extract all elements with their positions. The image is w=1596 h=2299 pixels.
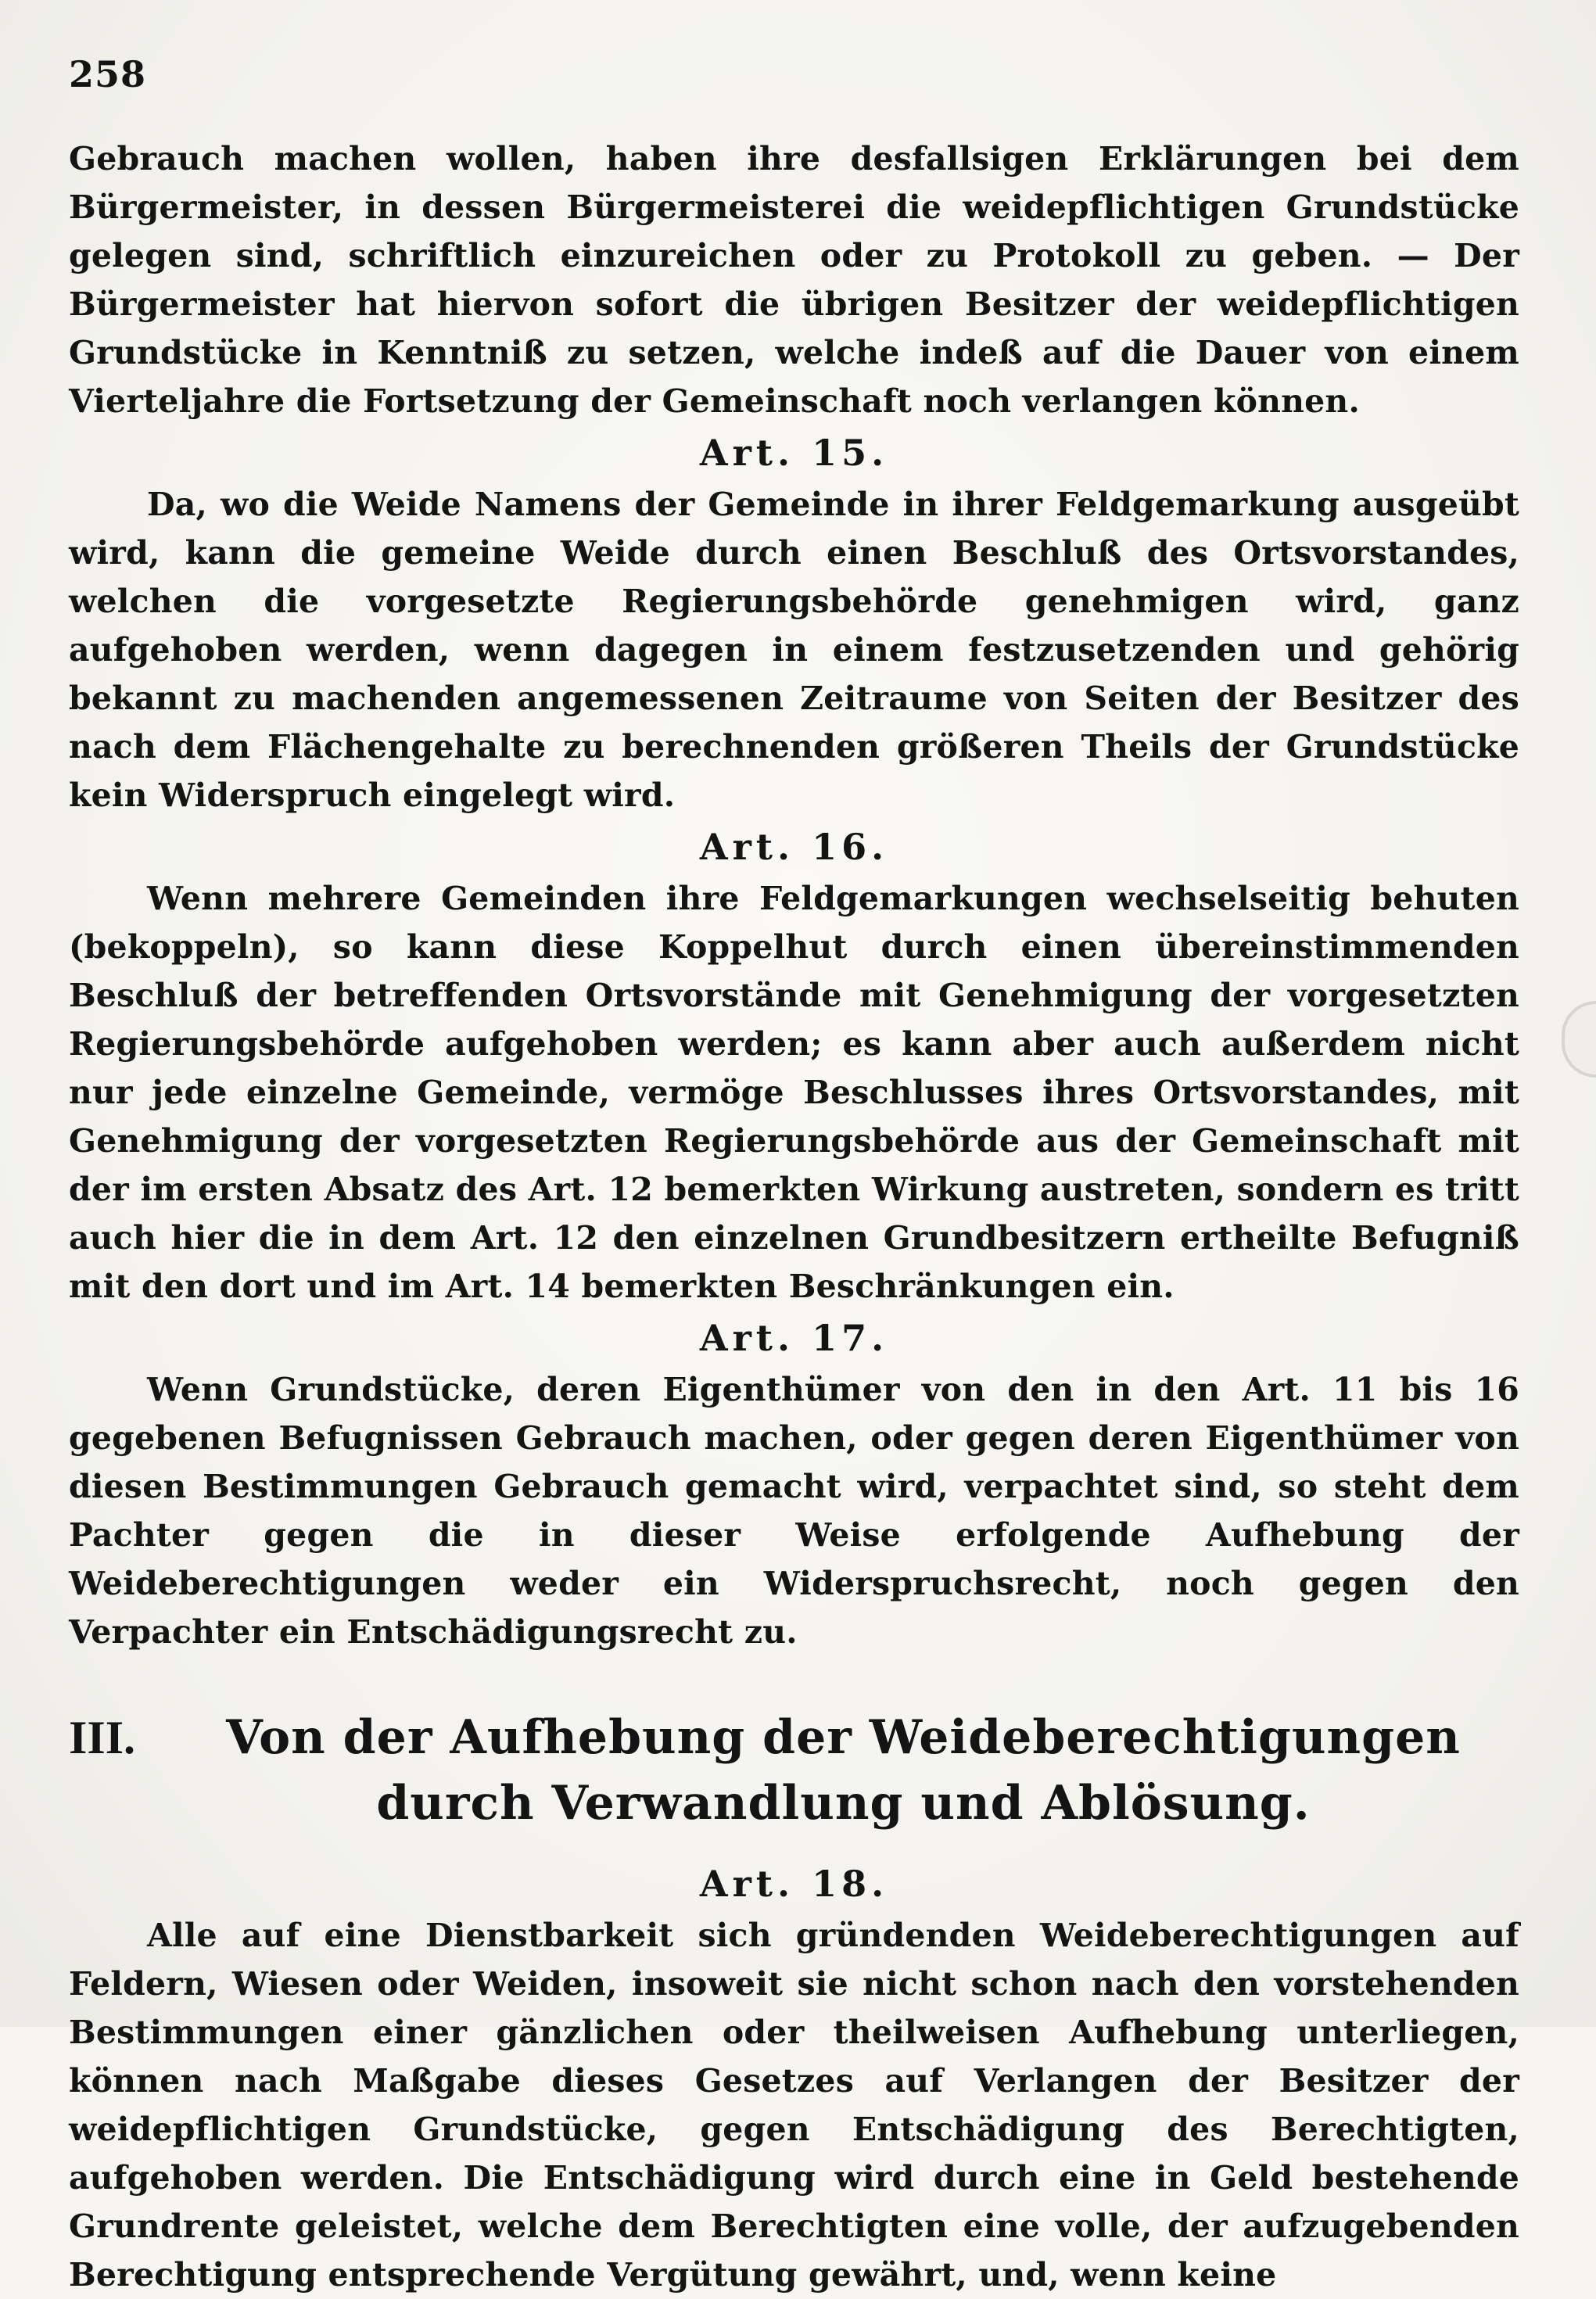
page-number: 258 xyxy=(69,53,147,95)
article-18-text: Alle auf eine Dienstbarkeit sich gründenden Weideberechtigungen auf Feldern, Wiesen oder Weiden, insoweit sie nicht schon nach den vorstehenden Bestimmungen einer gänzlichen oder theilweisen Aufhebung unterliegen, können nach Maßgabe dieses Gesetzes auf Verlangen der Besitzer der weidepflichtigen Grundstücke, gegen Entschädigung des Berechtigten, aufgehoben werden. Die Entschädigung wird durch eine in Geld bestehende Grundrente geleistet, welche dem Berechtigten eine volle, der aufzugebenden Berechtigung entsprechende Vergütung gewährt, und, wenn keine xyxy=(69,1917,1519,2294)
section-title: Von der Aufhebung der Weideberechtigungen durch Verwandlung und Ablösung. xyxy=(226,1710,1461,1831)
article-15-text: Da, wo die Weide Namens der Gemeinde in ihrer Feldgemarkung ausgeübt wird, kann die gemeine Weide durch einen Beschluß des Ortsvorstandes, welchen die vorgesetzte Regierungsbehörde genehmigen wird, ganz aufgehoben werden, wenn dagegen in einem festzusetzenden und gehörig bekannt zu machenden angemessenen Zeitraume von Seiten der Besitzer des nach dem Flächengehalte zu berechnenden größeren Theils der Grundstücke kein Widerspruch eingelegt wird. xyxy=(69,486,1519,814)
paragraph-continuation: Gebrauch machen wollen, haben ihre desfallsigen Erklärungen bei dem Bürgermeister, in dessen Bürgermeisterei die weidepflichtigen Grundstücke gelegen sind, schriftlich einzureichen oder zu Protokoll zu geben. — Der Bürgermeister hat hiervon sofort die übrigen Besitzer der weidepflichtigen Grundstücke in Kenntniß zu setzen, welche indeß auf die Dauer von einem Vierteljahre die Fortsetzung der Gemeinschaft noch verlangen können. xyxy=(69,140,1519,420)
article-16-heading: Art. 16. xyxy=(699,826,889,868)
page-body xyxy=(69,134,1519,2299)
page-edge-mark xyxy=(1562,1001,1596,1078)
article-17-text: Wenn Grundstücke, deren Eigenthümer von den in den Art. 11 bis 16 gegebenen Befugnissen Gebrauch machen, oder gegen deren Eigenthümer von diesen Bestimmungen Gebrauch gemacht wird, verpachtet sind, so steht dem Pachter gegen die in dieser Weise erfolgende Aufhebung der Weideberechtigungen weder ein Widerspruchsrecht, noch gegen den Verpachter ein Entschädigungsrecht zu. xyxy=(69,1371,1519,1651)
section-number: III. xyxy=(69,1712,136,1763)
article-17-heading: Art. 17. xyxy=(699,1317,889,1359)
article-15-heading: Art. 15. xyxy=(699,432,889,474)
section-heading xyxy=(69,1705,1519,1836)
article-16-text: Wenn mehrere Gemeinden ihre Feldgemarkungen wechselseitig behuten (bekoppeln), so kann diese Koppelhut durch einen übereinstimmenden Beschluß der betreffenden Ortsvorstände mit Genehmigung der vorgesetzten Regierungsbehörde aufgehoben werden; es kann aber auch außerdem nicht nur jede einzelne Gemeinde, vermöge Beschlusses ihres Ortsvorstandes, mit Genehmigung der vorgesetzten Regierungsbehörde aus der Gemeinschaft mit der im ersten Absatz des Art. 12 bemerkten Wirkung austreten, sondern es tritt auch hier die in dem Art. 12 den einzelnen Grundbesitzern ertheilte Befugniß mit den dort und im Art. 14 bemerkten Beschränkungen ein. xyxy=(69,880,1519,1305)
article-18-heading: Art. 18. xyxy=(699,1863,889,1905)
